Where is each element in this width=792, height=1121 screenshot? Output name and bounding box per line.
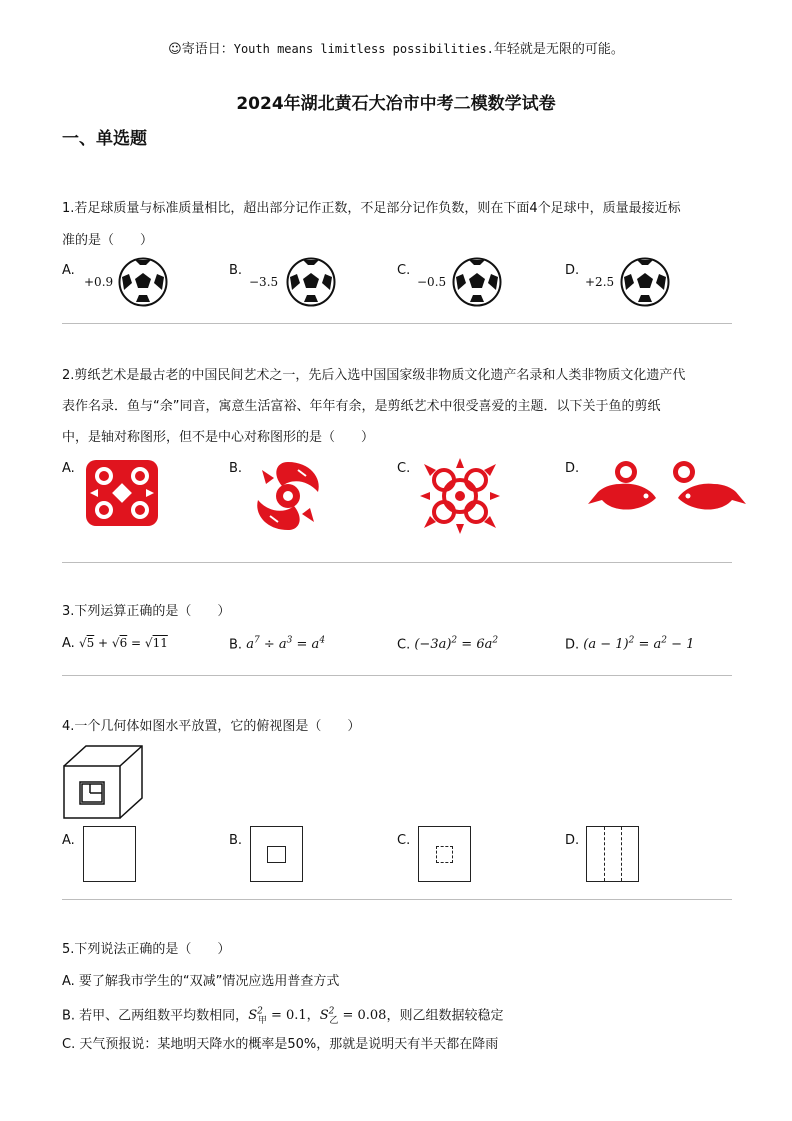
header-prefix: ☺寄语日： <box>168 42 234 57</box>
q1-option-b-letter: B. <box>229 263 243 278</box>
divider <box>62 675 732 676</box>
header-english: Youth means limitless possibilities. <box>233 42 494 56</box>
q3-option-b-expression: $a^7 \div a^3 = a^4$ <box>246 636 326 653</box>
soccer-ball-icon <box>118 257 168 307</box>
q3-option-d <box>565 636 694 652</box>
divider <box>62 323 732 324</box>
paper-cut-fish-pair-image <box>248 456 328 536</box>
paper-cut-fish-square-image <box>82 456 162 530</box>
q3-option-c-expression: $(-3a)^2 = 6a^2$ <box>414 636 499 653</box>
q1-option-a-letter: A. <box>62 263 75 278</box>
divider <box>62 899 732 900</box>
q1-option-d-letter: D. <box>565 263 580 278</box>
q4-option-b-figure <box>250 826 303 882</box>
q2-line1: 2.剪纸艺术是最古老的中国民间艺术之一，先后入选中国国家级非物质文化遗产名录和人类非物质文化遗产代 <box>62 368 686 383</box>
q5-option-b-text: B. 若甲、乙两组数平均数相同， <box>62 1008 249 1024</box>
q4-stem: 4.一个几何体如图水平放置，它的俯视图是（ ） <box>62 719 361 734</box>
q3-option-d-letter: D. <box>565 637 580 653</box>
cube-figure <box>62 744 144 820</box>
q5-option-b-variance-a: $S^2_甲 = 0.1$，$S^2_乙 = 0.08$ <box>248 1007 387 1026</box>
q1-option-d-value: +2.5 <box>585 275 615 289</box>
section-heading: 一、单选题 <box>62 129 147 149</box>
q5-option-a: A. 要了解我市学生的“双减”情况应选用普查方式 <box>62 974 340 989</box>
q2-option-b-letter: B. <box>229 461 243 476</box>
q2-option-a-letter: A. <box>62 461 75 476</box>
q4-option-a-letter: A. <box>62 833 75 848</box>
q2-option-c-letter: C. <box>397 461 411 476</box>
paper-cut-fish-ring-image <box>416 456 504 536</box>
q4-option-b-letter: B. <box>229 833 243 848</box>
q1-line2: 准的是（ ） <box>62 233 154 248</box>
q2-line2: 表作名录．鱼与“余”同音，寓意生活富裕、年年有余，是剪纸艺术中很受喜爱的主题．以下关于鱼的剪纸 <box>62 399 661 414</box>
q3-option-c <box>397 636 498 652</box>
q1-option-c-value: −0.5 <box>417 275 447 289</box>
q3-option-a-expression: √5 + √6 = √11 <box>78 636 168 650</box>
q5-option-b-tail: ，则乙组数据较稳定 <box>386 1008 504 1024</box>
q2-line3: 中，是轴对称图形，但不是中心对称图形的是（ ） <box>62 430 375 445</box>
q3-option-b-letter: B. <box>229 637 243 653</box>
q3-option-c-letter: C. <box>397 637 411 653</box>
dashed-line <box>621 827 622 881</box>
q1-option-b-value: −3.5 <box>249 275 279 289</box>
soccer-ball-icon <box>452 257 502 307</box>
q2-option-d-letter: D. <box>565 461 580 476</box>
q3-stem: 3.下列运算正确的是（ ） <box>62 604 231 619</box>
q4-option-d-figure <box>586 826 639 882</box>
q4-option-c-letter: C. <box>397 833 411 848</box>
q1-line1: 1.若足球质量与标准质量相比，超出部分记作正数，不足部分记作负数，则在下面4个足球中，质量最接近标 <box>62 201 681 216</box>
divider <box>62 562 732 563</box>
dashed-line <box>604 827 605 881</box>
inner-square <box>267 846 286 863</box>
page-title: 2024年湖北黄石大冶市中考二模数学试卷 <box>236 94 556 114</box>
q1-option-a-value: +0.9 <box>84 275 114 289</box>
q4-option-a-figure <box>83 826 136 882</box>
q3-option-a <box>62 636 168 651</box>
q5-stem: 5.下列说法正确的是（ ） <box>62 942 231 957</box>
inner-dashed-square <box>436 846 453 863</box>
q3-option-a-letter: A. <box>62 636 75 651</box>
paper-cut-two-fish-image <box>584 458 750 518</box>
q1-option-c-letter: C. <box>397 263 411 278</box>
page-header <box>0 38 792 57</box>
header-chinese: 年轻就是无限的可能。 <box>493 42 624 57</box>
q3-option-d-expression: $(a - 1)^2 = a^2 - 1$ <box>583 636 695 653</box>
q4-option-c-figure <box>418 826 471 882</box>
q3-option-b <box>229 636 325 652</box>
soccer-ball-icon <box>286 257 336 307</box>
q4-option-d-letter: D. <box>565 833 580 848</box>
q5-option-c: C. 天气预报说：某地明天降水的概率是50%，那就是说明天有半天都在降雨 <box>62 1037 499 1052</box>
soccer-ball-icon <box>620 257 670 307</box>
